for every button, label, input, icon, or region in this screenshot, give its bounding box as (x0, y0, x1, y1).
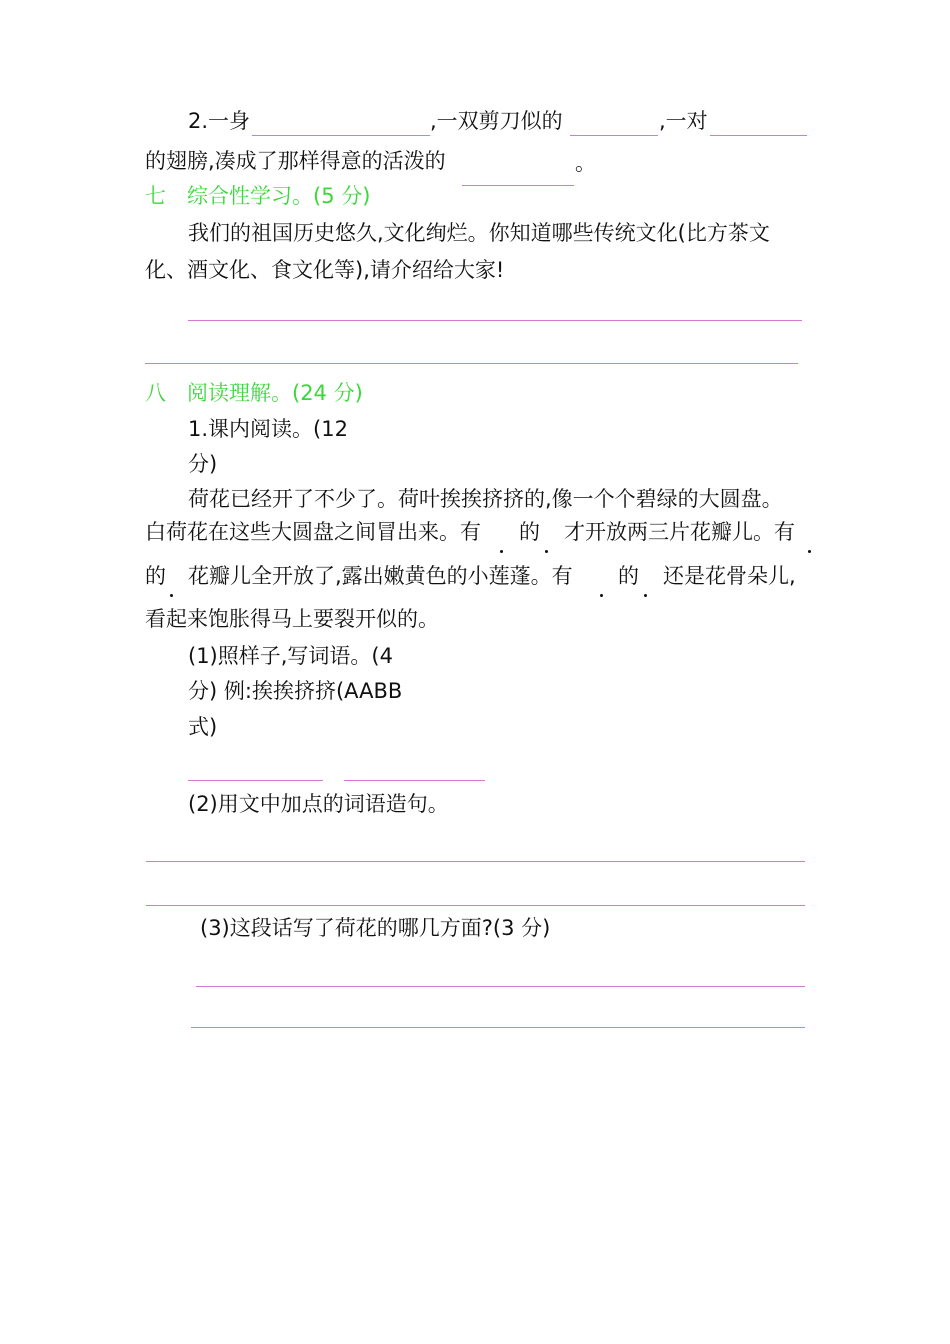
section7-heading: 七 综合性学习。(5 分) (145, 184, 371, 208)
q2-blank-2[interactable] (570, 135, 658, 136)
section7-text-line2: 化、酒文化、食文化等),请介绍给大家! (145, 258, 505, 282)
q2-line2: 的翅膀,凑成了那样得意的活泼的 (145, 149, 446, 173)
passage-line3-d: 还是花骨朵儿, (663, 564, 796, 588)
section7-answer-line-2[interactable] (145, 363, 798, 364)
emphasis-dot (808, 550, 811, 553)
emphasis-dot (500, 550, 503, 553)
passage-line2-b: 的 (519, 520, 540, 544)
q2-blank-4[interactable] (462, 185, 574, 186)
q2-blank-3[interactable] (710, 135, 807, 136)
q1-line-b: 分) 例:挨挨挤挤(AABB (188, 679, 403, 703)
passage-line1: 荷花已经开了不少了。荷叶挨挨挤挤的,像一个个碧绿的大圆盘。 (188, 487, 783, 511)
emphasis-dot (644, 594, 647, 597)
q1-blank-2[interactable] (344, 780, 485, 781)
emphasis-dot (170, 594, 173, 597)
passage-line3-a: 的 (145, 564, 166, 588)
q2-answer-line-2[interactable] (146, 905, 805, 906)
q2-part3: ,一对 (659, 109, 708, 133)
passage-line2-c: 才开放两三片花瓣儿。有 (564, 520, 795, 544)
q3-answer-line-2[interactable] (191, 1027, 805, 1028)
q1-blank-1[interactable] (188, 780, 323, 781)
q2-part2: ,一双剪刀似的 (430, 109, 563, 133)
q2-part1: 2.一身 (188, 109, 251, 133)
section7-text-line1: 我们的祖国历史悠久,文化绚烂。你知道哪些传统文化(比方茶文 (188, 221, 770, 245)
q3-prompt: (3)这段话写了荷花的哪几方面?(3 分) (200, 916, 551, 940)
section8-sub1-a: 1.课内阅读。(12 (188, 417, 348, 441)
passage-line2-a: 白荷花在这些大圆盘之间冒出来。有 (145, 520, 481, 544)
emphasis-dot (600, 594, 603, 597)
passage-line4: 看起来饱胀得马上要裂开似的。 (145, 607, 439, 631)
q2-end: 。 (575, 151, 596, 175)
q2-answer-line-1[interactable] (146, 861, 805, 862)
q1-line-c: 式) (188, 715, 218, 739)
passage-line3-b: 花瓣儿全开放了,露出嫩黄色的小莲蓬。有 (188, 564, 573, 588)
section8-sub1-b: 分) (188, 452, 218, 476)
q2-prompt: (2)用文中加点的词语造句。 (188, 792, 449, 816)
q2-blank-1[interactable] (252, 135, 430, 136)
q3-answer-line-1[interactable] (196, 986, 805, 987)
q1-line-a: (1)照样子,写词语。(4 (188, 644, 393, 668)
section7-answer-line-1[interactable] (188, 320, 802, 321)
emphasis-dot (545, 550, 548, 553)
passage-line3-c: 的 (618, 564, 639, 588)
section8-heading: 八 阅读理解。(24 分) (145, 381, 363, 405)
